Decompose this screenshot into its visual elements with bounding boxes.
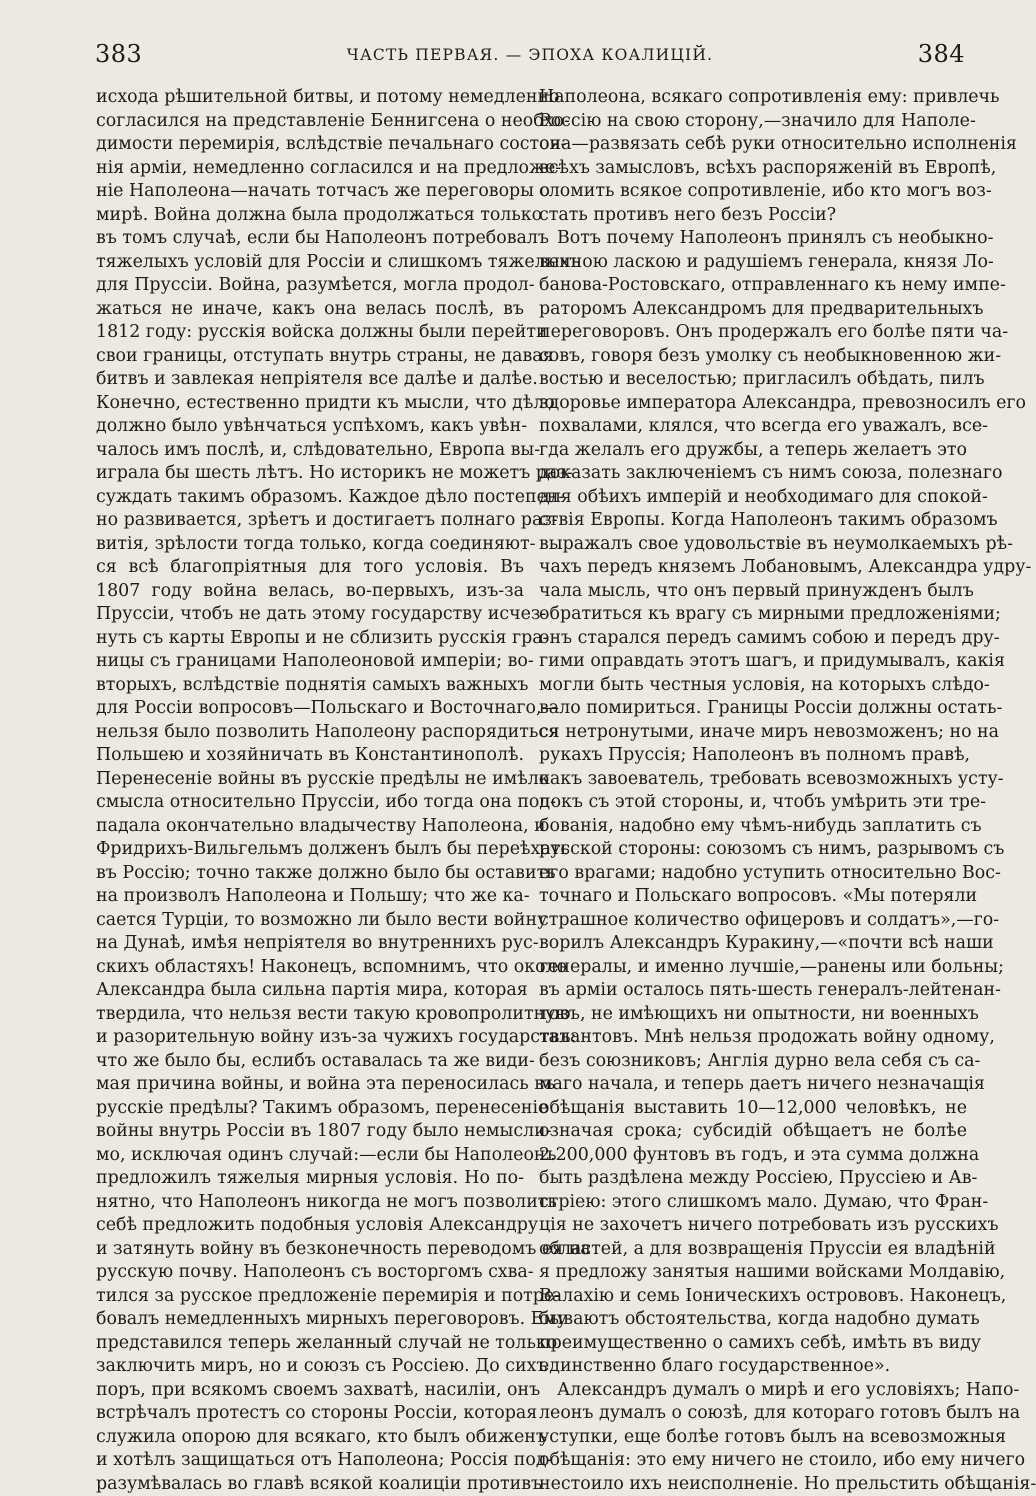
- text-line: онъ старался передъ самимъ собою и передъ дру-: [539, 627, 967, 651]
- text-line: его врагами; надобно уступить относительно Вос-: [539, 862, 967, 886]
- text-line: она—развязать себѣ руки относительно исполненія: [539, 133, 967, 157]
- text-line: нія арміи, немедленно согласился и на предложе-: [96, 157, 524, 181]
- left-text-column: [96, 86, 524, 1496]
- text-line: Конечно, естественно придти къ мысли, что дѣло: [96, 392, 524, 416]
- text-line: означая срока; субсидій обѣщаетъ не болѣе: [539, 1120, 967, 1144]
- text-line: Александръ думалъ о мирѣ и его условіяхъ; Напо-: [539, 1379, 967, 1403]
- text-line: твердила, что нельзя вести такую кровопролитную: [96, 1003, 524, 1027]
- text-line: переговоровъ. Онъ продержалъ его болѣе пяти ча-: [539, 321, 967, 345]
- text-line: ворилъ Александръ Куракину,—«почти всѣ наши: [539, 932, 967, 956]
- text-line: доказать заключеніемъ съ нимъ союза, полезнаго: [539, 462, 967, 486]
- text-line: нятно, что Наполеонъ никогда не могъ позволить: [96, 1191, 524, 1215]
- text-line: выражалъ свое удовольствіе въ неумолкаемыхъ рѣ-: [539, 533, 967, 557]
- text-line: генералы, и именно лучшіе,—ранены или больны;: [539, 956, 967, 980]
- text-line: должно было увѣнчаться успѣхомъ, какъ увѣн-: [96, 415, 524, 439]
- text-line: ція не захочетъ ничего потребовать изъ русскихъ: [539, 1214, 967, 1238]
- text-line: Пруссіи, чтобъ не дать этому государству исчез-: [96, 603, 524, 627]
- page-header: [95, 40, 965, 74]
- text-line: русской стороны: союзомъ съ нимъ, разрывомъ съ: [539, 838, 967, 862]
- text-line: русскую почву. Наполеонъ съ восторгомъ схва-: [96, 1261, 524, 1285]
- text-line: играла бы шесть лѣтъ. Но историкъ не можетъ раз-: [96, 462, 524, 486]
- text-line: и хотѣлъ защищаться отъ Наполеона; Россія под-: [96, 1449, 524, 1473]
- text-line: русскіе предѣлы? Такимъ образомъ, перенесеніе: [96, 1097, 524, 1121]
- text-line: скихъ областяхъ! Наконецъ, вспомнимъ, что около: [96, 956, 524, 980]
- text-line: бованія, надобно ему чѣмъ-нибудь заплатить съ: [539, 815, 967, 839]
- text-line: служила опорою для всякаго, кто былъ обиженъ: [96, 1426, 524, 1450]
- text-line: единственно благо государственное».: [539, 1355, 967, 1379]
- text-line: представился теперь желанный случай не только: [96, 1332, 524, 1356]
- text-line: Польшею и хозяйничать въ Константинополѣ.: [96, 744, 524, 768]
- text-line: въ томъ случаѣ, если бы Наполеонъ потребовалъ: [96, 227, 524, 251]
- text-line: жаться не иначе, какъ она велась послѣ, въ: [96, 298, 524, 322]
- text-line: предложилъ тяжелыя мирныя условія. Но по-: [96, 1167, 524, 1191]
- text-line: заключить миръ, но и союзъ съ Россіею. До сихъ: [96, 1355, 524, 1379]
- text-line: ся нетронутыми, иначе миръ невозможенъ; но на: [539, 721, 967, 745]
- text-line: димости перемирія, вслѣдствіе печальнаго состоя-: [96, 133, 524, 157]
- text-line: ствія Европы. Когда Наполеонъ такимъ образомъ: [539, 509, 967, 533]
- text-line: тяжелыхъ условій для Россіи и слишкомъ тяжелыхъ: [96, 251, 524, 275]
- text-line: сается Турціи, то возможно ли было вести войну: [96, 909, 524, 933]
- text-line: мая причина войны, и война эта переносилась въ: [96, 1073, 524, 1097]
- text-line: бовалъ немедленныхъ мирныхъ переговоровъ. Ему: [96, 1308, 524, 1332]
- text-line: ницы съ границами Наполеоновой имперіи; во-: [96, 650, 524, 674]
- text-line: мирѣ. Война должна была продолжаться только: [96, 204, 524, 228]
- text-line: ся всѣ благопріятныя для того условія. Въ: [96, 556, 524, 580]
- text-line: согласился на представленіе Беннигсена о необхо-: [96, 110, 524, 134]
- text-line: уступки, еще болѣе готовъ былъ на всевозможныя: [539, 1426, 967, 1450]
- text-line: стріею: этого слишкомъ мало. Думаю, что Фран-: [539, 1191, 967, 1215]
- text-line: Фридрихъ-Вильгельмъ долженъ былъ бы переѣхать: [96, 838, 524, 862]
- text-line: и затянуть войну въ безконечность переводомъ ея на: [96, 1238, 524, 1262]
- text-line: для Россіи вопросовъ—Польскаго и Восточнаго,—: [96, 697, 524, 721]
- text-line: падала окончательно владычеству Наполеона, и: [96, 815, 524, 839]
- text-line: чахъ передъ княземъ Лобановымъ, Александра удру-: [539, 556, 967, 580]
- text-line: стать противъ него безъ Россіи?: [539, 204, 967, 228]
- text-line: тился за русское предложеніе перемирія и потре-: [96, 1285, 524, 1309]
- text-line: обѣщанія выставить 10—12,000 человѣкъ, не: [539, 1097, 967, 1121]
- text-line: поръ, при всякомъ своемъ захватѣ, насиліи, онъ: [96, 1379, 524, 1403]
- text-line: вторыхъ, вслѣдствіе поднятія самыхъ важныхъ: [96, 674, 524, 698]
- text-line: товъ, не имѣющихъ ни опытности, ни военныхъ: [539, 1003, 967, 1027]
- text-line: совъ, говоря безъ умолку съ необыкновенною жи-: [539, 345, 967, 369]
- text-line: смысла относительно Пруссіи, ибо тогда она под-: [96, 791, 524, 815]
- text-line: безъ союзниковъ; Англія дурно вела себя съ са-: [539, 1050, 967, 1074]
- text-line: обѣщанія: это ему ничего не стоило, ибо ему ничего: [539, 1449, 967, 1473]
- running-title: ЧАСТЬ ПЕРВАЯ. — ЭПОХА КОАЛИЦІЙ.: [95, 46, 965, 64]
- text-line: какъ завоеватель, требовать всевозможныхъ усту-: [539, 768, 967, 792]
- text-line: вало помириться. Границы Россіи должны остать-: [539, 697, 967, 721]
- text-line: 2.200,000 фунтовъ въ годъ, и эта сумма должна: [539, 1144, 967, 1168]
- text-line: Валахію и семь Іоническихъ острововъ. Наконецъ,: [539, 1285, 967, 1309]
- text-line: 1807 году война велась, во-первыхъ, изъ-за: [96, 580, 524, 604]
- text-line: витія, зрѣлости тогда только, когда соединяют-: [96, 533, 524, 557]
- text-line: Перенесеніе войны въ русскіе предѣлы не имѣло: [96, 768, 524, 792]
- text-line: войны внутрь Россіи въ 1807 году было немысли-: [96, 1120, 524, 1144]
- text-line: Вотъ почему Наполеонъ принялъ съ необыкно-: [539, 227, 967, 251]
- text-line: 1812 году: русскія войска должны были перейти: [96, 321, 524, 345]
- text-line: преимущественно о самихъ себѣ, имѣть въ виду: [539, 1332, 967, 1356]
- text-line: но развивается, зрѣетъ и достигаетъ полнаго раз-: [96, 509, 524, 533]
- text-line: обратиться къ врагу съ мирными предложеніями;: [539, 603, 967, 627]
- text-line: въ Россію; точно также должно было бы оставить: [96, 862, 524, 886]
- text-line: для Пруссіи. Война, разумѣется, могла продол-: [96, 274, 524, 298]
- text-line: гда желалъ его дружбы, а теперь желаетъ это: [539, 439, 967, 463]
- text-line: для обѣихъ имперій и необходимаго для спокой-: [539, 486, 967, 510]
- text-line: чала мысль, что онъ первый принужденъ былъ: [539, 580, 967, 604]
- page-number-right: 384: [918, 40, 965, 68]
- text-line: покъ съ этой стороны, и, чтобъ умѣрить эти тре-: [539, 791, 967, 815]
- text-line: разумѣвалась во главѣ всякой коалиціи противъ: [96, 1473, 524, 1496]
- text-line: востью и веселостью; пригласилъ обѣдать, пилъ: [539, 368, 967, 392]
- text-line: себѣ предложить подобныя условія Александру: [96, 1214, 524, 1238]
- text-line: банова-Ростовскаго, отправленнаго къ нему импе-: [539, 274, 967, 298]
- text-line: я предложу занятыя нашими войсками Молдавію,: [539, 1261, 967, 1285]
- text-line: нестоило ихъ неисполненіе. Но прельстить обѣщанія-: [539, 1473, 967, 1496]
- text-line: венною ласкою и радушіемъ генерала, князя Ло-: [539, 251, 967, 275]
- text-line: Россію на свою сторону,—значило для Наполе-: [539, 110, 967, 134]
- text-line: страшное количество офицеровъ и солдатъ»,—го-: [539, 909, 967, 933]
- text-line: талантовъ. Мнѣ нельзя продожать войну одному,: [539, 1026, 967, 1050]
- text-line: въ арміи осталось пять-шесть генералъ-лейтенан-: [539, 979, 967, 1003]
- right-text-column: [539, 86, 967, 1496]
- text-line: чалось имъ послѣ, и, слѣдовательно, Европа вы-: [96, 439, 524, 463]
- text-line: раторомъ Александромъ для предварительныхъ: [539, 298, 967, 322]
- text-line: и разорительную войну изъ-за чужихъ государствъ:: [96, 1026, 524, 1050]
- text-line: исхода рѣшительной битвы, и потому немедленно: [96, 86, 524, 110]
- text-line: ніе Наполеона—начать тотчасъ же переговоры о: [96, 180, 524, 204]
- text-line: свои границы, отступать внутрь страны, не давая: [96, 345, 524, 369]
- text-line: областей, а для возвращенія Пруссіи ея владѣній: [539, 1238, 967, 1262]
- text-line: встрѣчалъ протестъ со стороны Россіи, которая: [96, 1402, 524, 1426]
- text-line: похвалами, клялся, что всегда его уважалъ, все-: [539, 415, 967, 439]
- text-line: сломить всякое сопротивленіе, ибо кто могъ воз-: [539, 180, 967, 204]
- page-number-left: 383: [95, 40, 142, 68]
- text-line: быть раздѣлена между Россіею, Пруссіею и Ав-: [539, 1167, 967, 1191]
- text-line: бываютъ обстоятельства, когда надобно думать: [539, 1308, 967, 1332]
- text-line: леонъ думалъ о союзѣ, для котораго готовъ былъ на: [539, 1402, 967, 1426]
- text-line: нельзя было позволить Наполеону распорядиться: [96, 721, 524, 745]
- text-line: Александра была сильна партія мира, которая: [96, 979, 524, 1003]
- text-line: точнаго и Польскаго вопросовъ. «Мы потеряли: [539, 885, 967, 909]
- text-line: гими оправдать этотъ шагъ, и придумывалъ, какія: [539, 650, 967, 674]
- text-line: мо, исключая одинъ случай:—если бы Наполеонъ: [96, 1144, 524, 1168]
- text-line: нуть съ карты Европы и не сблизить русскія гра-: [96, 627, 524, 651]
- text-line: здоровье императора Александра, превозносилъ его: [539, 392, 967, 416]
- text-line: Наполеона, всякаго сопротивленія ему: привлечь: [539, 86, 967, 110]
- text-line: могли быть честныя условія, на которыхъ слѣдо-: [539, 674, 967, 698]
- text-line: всѣхъ замысловъ, всѣхъ распоряженій въ Европѣ,: [539, 157, 967, 181]
- text-line: рукахъ Пруссія; Наполеонъ въ полномъ правѣ,: [539, 744, 967, 768]
- text-line: на Дунаѣ, имѣя непріятеля во внутреннихъ рус-: [96, 932, 524, 956]
- text-line: на произволъ Наполеона и Польшу; что же ка-: [96, 885, 524, 909]
- text-line: что же было бы, еслибъ оставалась та же види-: [96, 1050, 524, 1074]
- text-line: суждать такимъ образомъ. Каждое дѣло постепен-: [96, 486, 524, 510]
- text-line: битвъ и завлекая непріятеля все далѣе и далѣе.: [96, 368, 524, 392]
- text-line: маго начала, и теперь даетъ ничего незначащія: [539, 1073, 967, 1097]
